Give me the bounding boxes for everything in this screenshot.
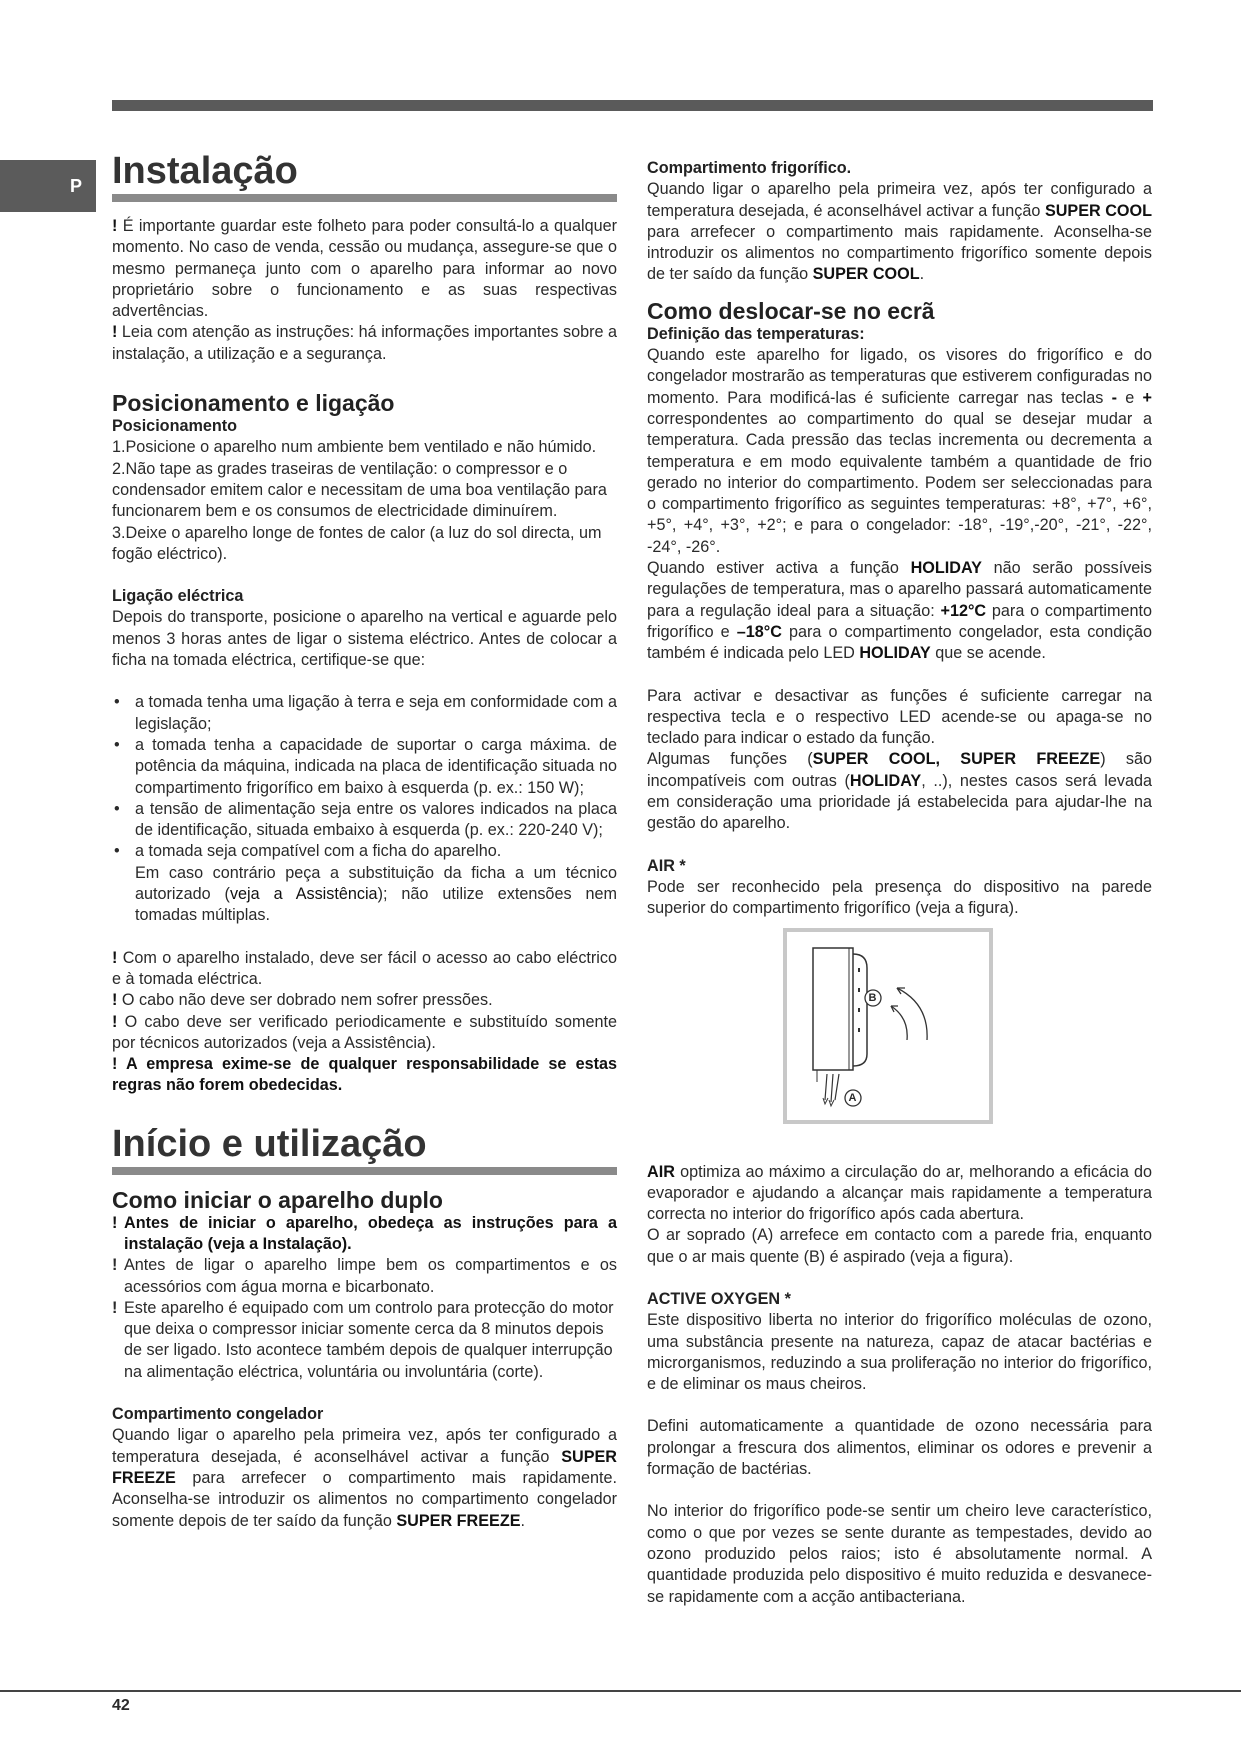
start-item-2: ! Este aparelho é equipado com um controlo para protecção do motor que deixa o compressor iniciar somente cerca da 8 minutos depois de ser ligado. Isto acontece também depois de qualquer interrupção na alimentação eléctrica, voluntária ou involuntária (corte). [112,1298,614,1381]
warning-bold: ! A empresa exime-se de qualquer responsabilidade se estas regras não forem obedecidas. [112,1055,617,1095]
warning-1: ! Com o aparelho instalado, deve ser fácil o acesso ao cabo eléctrico e à tomada eléctrica. [112,948,617,988]
start-item-1: ! Antes de ligar o aparelho limpe bem os compartimentos e os acessórios com água morna e bicarbonato. [112,1256,617,1296]
subheading-freezer: Compartimento congelador [112,1405,324,1424]
subheading-air: AIR * [647,856,686,875]
air-diagram-illustration [787,932,989,1120]
holiday-text: Quando estiver activa a função HOLIDAY não serão possíveis regulações de temperatura, mas o aparelho passará automaticamente para a regulação ideal para a situação: +12°C para o compartimento frigorífico e –18°C para o compartimento congelador, esta condição também é indicada pelo LED HOLIDAY que se acende. [647,559,1152,663]
warning-3: ! O cabo deve ser verificado periodicamente e substituído somente por técnicos autorizados (veja a Assistência). [112,1012,618,1052]
positioning-item-2: 2.Não tape as grades traseiras de ventilação: o compressor e o condensador emitem calor e necessitam de uma boa ventilação para funcionarem bem e os consumos de electricidade diminuírem. [112,459,607,521]
electrical-text: Depois do transporte, posicione o aparelho na vertical e aguarde pelo menos 3 horas antes de ligar o sistema eléctrico. Antes de colocar a ficha na tomada eléctrica, certifique-se que: [112,608,617,670]
title-installation: Instalação [112,150,617,202]
heading-start-appliance: Como iniciar o aparelho duplo [112,1186,443,1213]
heading-positioning: Posicionamento e ligação [112,390,395,417]
positioning-item-1: 1.Posicione o aparelho num ambiente bem ventilado e não húmido. [112,438,597,457]
electrical-checklist [112,692,617,926]
oxygen-text-1: Este dispositivo liberta no interior do frigorífico moléculas de ozono, uma substância presente na natureza, capaz de atacar bactérias e microrganismos, reduzindo a sua proliferação no interior do frigorífico, e de eliminar os maus cheiros. [647,1311,1152,1394]
subheading-positioning: Posicionamento [112,417,238,436]
freezer-text: Quando ligar o aparelho pela primeira vez, após ter configurado a temperatura desejada, é aconselhável activar a função SUPER FREEZE para arrefecer o compartimento mais rapidamente. Aconselha-se introduzir os alimentos no compartimento congelador somente depois de ter saído da função SUPER FREEZE. [112,1426,617,1530]
figure-label-b: B [868,991,877,1004]
fridge-text: Quando ligar o aparelho pela primeira vez, após ter configurado a temperatura desejada, é aconselhável activar a função SUPER COOL para arrefecer o compartimento mais rapidamente. Aconselha-se introduzir os alimentos no compartimento frigorífico somente depois de ter saído da função SUPER COOL. [647,180,1152,284]
temperatures-text: Quando este aparelho for ligado, os visores do frigorífico e do congelador mostrarão as temperaturas que estiverem configuradas no momento. Para modificá-las é suficiente carregar nas teclas - e + correspondentes ao compartimento do qual se desejar mudar a temperatura. Cada pressão das teclas incrementa ou decrementa a temperatura e em modo equivalente também a quantidade de frio gerado no interior do compartimento. Podem ser seleccionadas para o compartimento frigorífico as seguintes temperaturas: +8°, +7°, +6°, +5°, +4°, +3°, +2°; e para o congelador: -18°, -19°,-20°, -21°, -22°, -24°, -26°. [647,346,1152,556]
left-column [112,150,617,1532]
air-figure [783,928,993,1124]
activate-text: Para activar e desactivar as funções é suficiente carregar na respectiva tecla e o respectivo LED acende-se ou apaga-se no teclado para indicar o estado da função. [647,686,1152,748]
heading-navigate-display: Como deslocar-se no ecrã [647,297,935,324]
air-flow-text: O ar soprado (A) arrefece em contacto com a parede fria, enquanto que o ar mais quente (B) é aspirado (veja a figura). [647,1226,1152,1266]
list-item: • a tomada seja compatível com a ficha do aparelho. Em caso contrário peça a substituição da ficha a um técnico autorizado (veja a Assistência); não utilize extensões nem tomadas múltiplas. [114,842,617,925]
incompatible-text: Algumas funções (SUPER COOL, SUPER FREEZE) são incompatíveis com outras (HOLIDAY, ..), nestes casos será levada em consideração uma prioridade já estabelecida para ajudar-lhe na gestão do aparelho. [647,750,1153,833]
warning-2: ! O cabo não deve ser dobrado nem sofrer pressões. [112,991,493,1010]
air-benefit-text: AIR optimiza ao máximo a circulação do ar, melhorando a eficácia do evaporador e ajudando a alcançar mais rapidamente a temperatura correcta no interior do frigorífico após cada abertura. [647,1162,1152,1224]
intro-paragraph-1: ! É importante guardar este folheto para poder consultá-lo a qualquer momento. No caso de venda, cessão ou mudança, assegure-se que o mesmo permaneça junto com o aparelho para informar ao novo proprietário sobre o funcionamento e as suas respectivas advertências. [112,217,617,321]
positioning-item-3: 3.Deixe o aparelho longe de fontes de calor (a luz do sol directa, um fogão eléctrico). [112,523,602,563]
oxygen-text-2: Defini automaticamente a quantidade de ozono necessária para prolongar a frescura dos alimentos, eliminar os odores e prevenir a formação de bactérias. [647,1417,1152,1479]
oxygen-text-3: No interior do frigorífico pode-se sentir um cheiro leve característico, como o que por vezes se sente durante as tempestades, devido ao ozono produzido pelos raios; isto é absolutamente normal. A quantidade produzida pelo dispositivo é muito reduzida e desvanece-se rapidamente com a acção antibacteriana. [647,1502,1152,1606]
subheading-temperatures: Definição das temperaturas: [647,324,865,343]
subheading-electrical: Ligação eléctrica [112,587,244,606]
title-start-use: Início e utilização [112,1123,617,1175]
footer-rule [0,1690,1241,1692]
figure-label-a: A [848,1091,857,1104]
start-warning-bold: ! Antes de iniciar o aparelho, obedeça as instruções para a instalação (veja a Instalação). [112,1213,617,1253]
header-bar [112,100,1153,111]
subheading-fridge: Compartimento frigorífico. [647,159,852,177]
list-item: • a tensão de alimentação seja entre os valores indicados na placa de identificação, situada embaixo à esquerda (p. ex.: 220-240 V); [114,799,617,840]
right-column [647,158,1152,1608]
list-item: • a tomada tenha uma ligação à terra e seja em conformidade com a legislação; [114,693,617,733]
subheading-active-oxygen: ACTIVE OXYGEN * [647,1289,791,1308]
assistance-link[interactable]: veja a Assistência [229,885,378,904]
intro-paragraph-2: ! Leia com atenção as instruções: há informações importantes sobre a instalação, a utilização e a segurança. [112,323,617,363]
language-tab: P [0,160,96,212]
air-text: Pode ser reconhecido pela presença do dispositivo na parede superior do compartimento frigorífico (veja a figura). [647,877,1152,918]
list-item: • a tomada tenha a capacidade de suportar o carga máxima. de potência da máquina, indicada na placa de identificação situada no compartimento frigorífico em baixo à esquerda (p. ex.: 150 W); [114,735,617,797]
page-number: 42 [112,1697,130,1714]
